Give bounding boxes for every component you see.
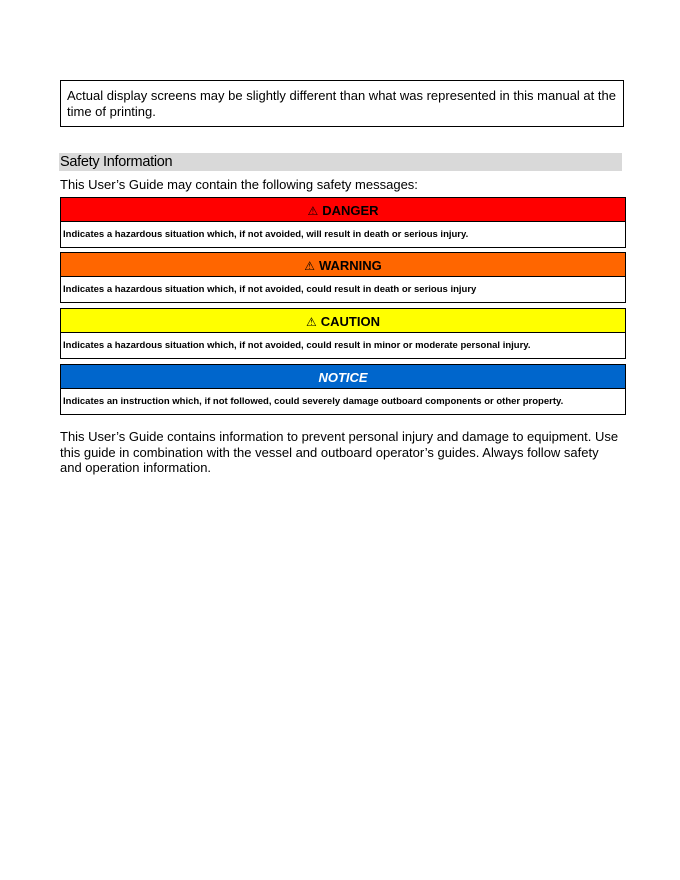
caution-header bbox=[60, 308, 626, 333]
danger-text: Indicates a hazardous situation which, if not avoided, will result in death or serious injury. bbox=[60, 222, 626, 248]
warning-text: Indicates a hazardous situation which, if not avoided, could result in death or serious injury bbox=[60, 277, 626, 303]
caution-text: Indicates a hazardous situation which, if not avoided, could result in minor or moderate personal injury. bbox=[60, 333, 626, 359]
notice-text: Indicates an instruction which, if not followed, could severely damage outboard components or other property. bbox=[60, 389, 626, 415]
notice-message bbox=[60, 364, 626, 415]
warning-triangle-icon: ⚠ bbox=[306, 315, 317, 329]
warning-header bbox=[60, 252, 626, 277]
notice-header bbox=[60, 364, 626, 389]
warning-triangle-icon: ⚠ bbox=[307, 204, 319, 218]
caution-label: CAUTION bbox=[320, 314, 380, 329]
warning-label: WARNING bbox=[318, 258, 382, 273]
safety-intro: This User’s Guide may contain the following safety messages: bbox=[60, 177, 418, 192]
caution-message bbox=[60, 308, 626, 359]
danger-header bbox=[60, 197, 626, 222]
danger-message bbox=[60, 197, 626, 248]
danger-label: DANGER bbox=[322, 203, 379, 218]
warning-triangle-icon: ⚠ bbox=[304, 259, 315, 273]
printing-note: Actual display screens may be slightly different than what was represented in this manual at the time of printing. bbox=[60, 80, 624, 127]
warning-message bbox=[60, 252, 626, 303]
closing-paragraph: This User’s Guide contains information to prevent personal injury and damage to equipment. Use this guide in combination with the vessel and outboard operator’s guides. Always follow safety and operation information. bbox=[60, 429, 619, 475]
notice-label: NOTICE bbox=[318, 370, 368, 385]
section-heading: Safety Information bbox=[59, 153, 622, 171]
